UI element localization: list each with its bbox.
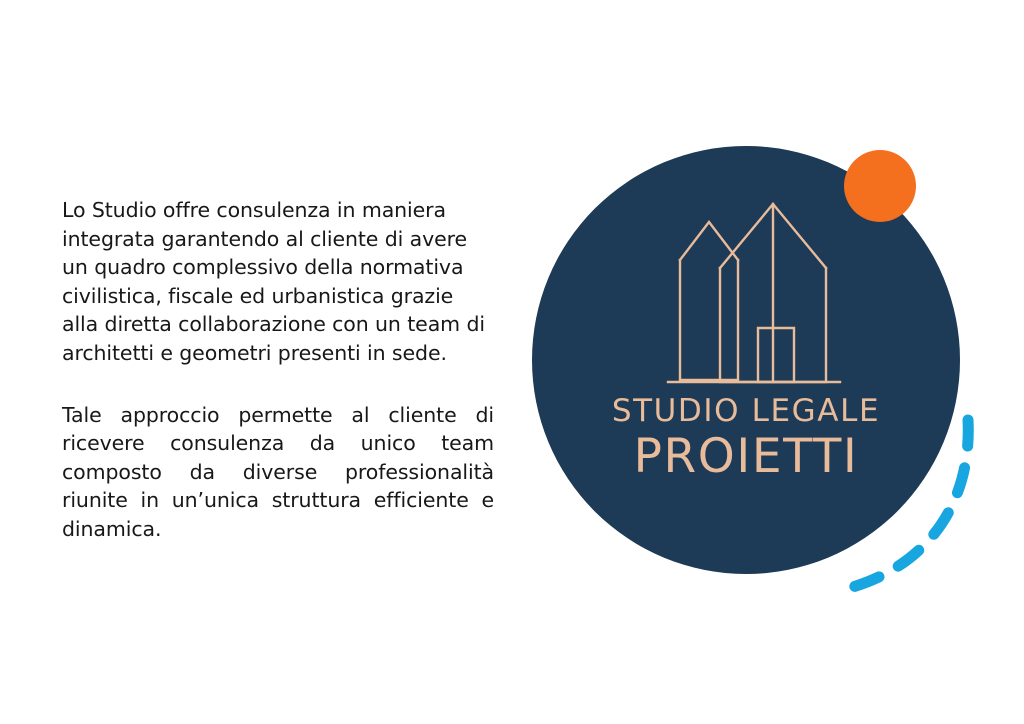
logo-wordmark: [520, 392, 972, 484]
logo-name-line-1: STUDIO LEGALE: [611, 393, 881, 429]
paragraph-2: Tale approccio permette al cliente di ricevere consulenza da unico team composto da diverse professionalità riunite in un’unica struttura efficiente e dinamica.: [62, 402, 494, 541]
house-outline-icon: [660, 170, 860, 400]
logo-composition: [520, 130, 990, 610]
paragraph-1: Lo Studio offre consulenza in maniera integrata garantendo al cliente di avere un quadro complessivo della normativa civilistica, fiscale ed urbanistica grazie alla diretta collaborazione con un team di architetti e geometri presenti in sede.: [62, 198, 485, 365]
body-text-column: [62, 196, 494, 544]
logo-name-line-2: PROIETTI: [633, 429, 859, 484]
